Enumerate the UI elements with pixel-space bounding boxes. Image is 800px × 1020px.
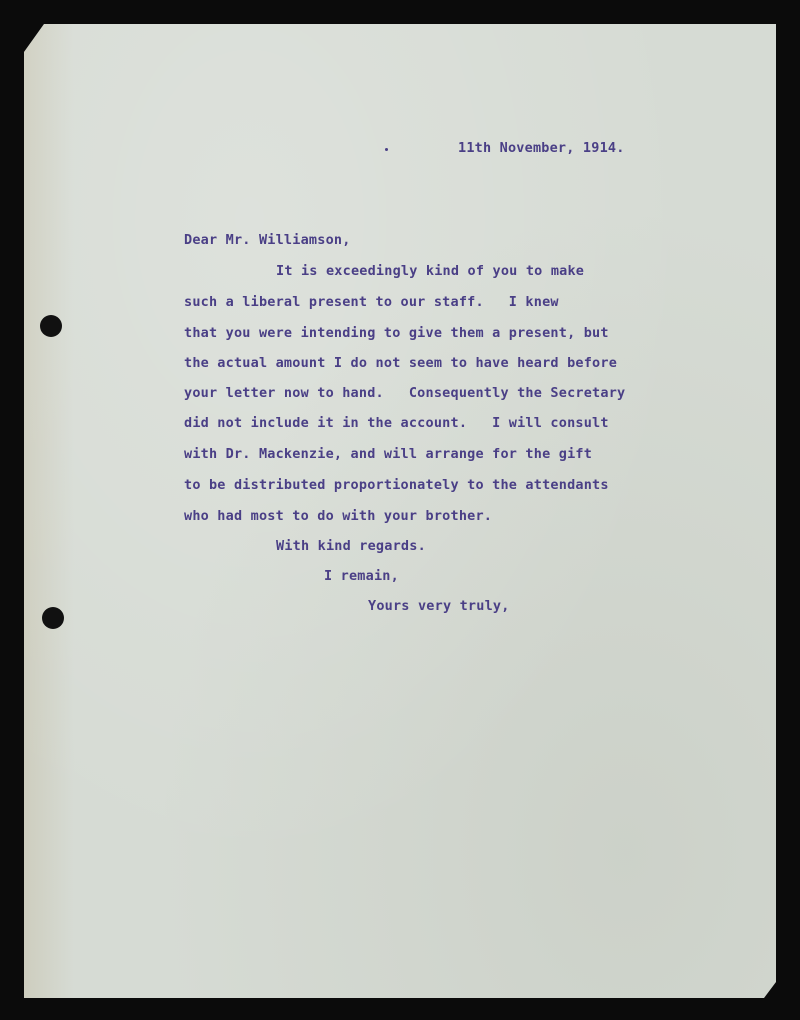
body-line: It is exceedingly kind of you to make xyxy=(276,263,585,279)
punch-hole xyxy=(40,315,62,337)
body-line: to be distributed proportionately to the attendants xyxy=(184,477,609,493)
ink-mark xyxy=(385,148,388,151)
body-line: your letter now to hand. Consequently the Secretary xyxy=(184,385,626,401)
body-line: the actual amount I do not seem to have heard before xyxy=(184,355,618,371)
letter-date: 11th November, 1914. xyxy=(458,140,625,156)
body-line: did not include it in the account. I will consult xyxy=(184,415,609,431)
closing-line: Yours very truly, xyxy=(368,598,510,614)
body-line: who had most to do with your brother. xyxy=(184,508,493,524)
body-line: such a liberal present to our staff. I knew xyxy=(184,294,559,310)
regards-line: With kind regards. xyxy=(276,538,426,554)
body-line: with Dr. Mackenzie, and will arrange for the gift xyxy=(184,446,593,462)
punch-hole xyxy=(42,607,64,629)
remain-line: I remain, xyxy=(324,568,399,584)
body-line: that you were intending to give them a present, but xyxy=(184,325,609,341)
salutation: Dear Mr. Williamson, xyxy=(184,232,351,248)
